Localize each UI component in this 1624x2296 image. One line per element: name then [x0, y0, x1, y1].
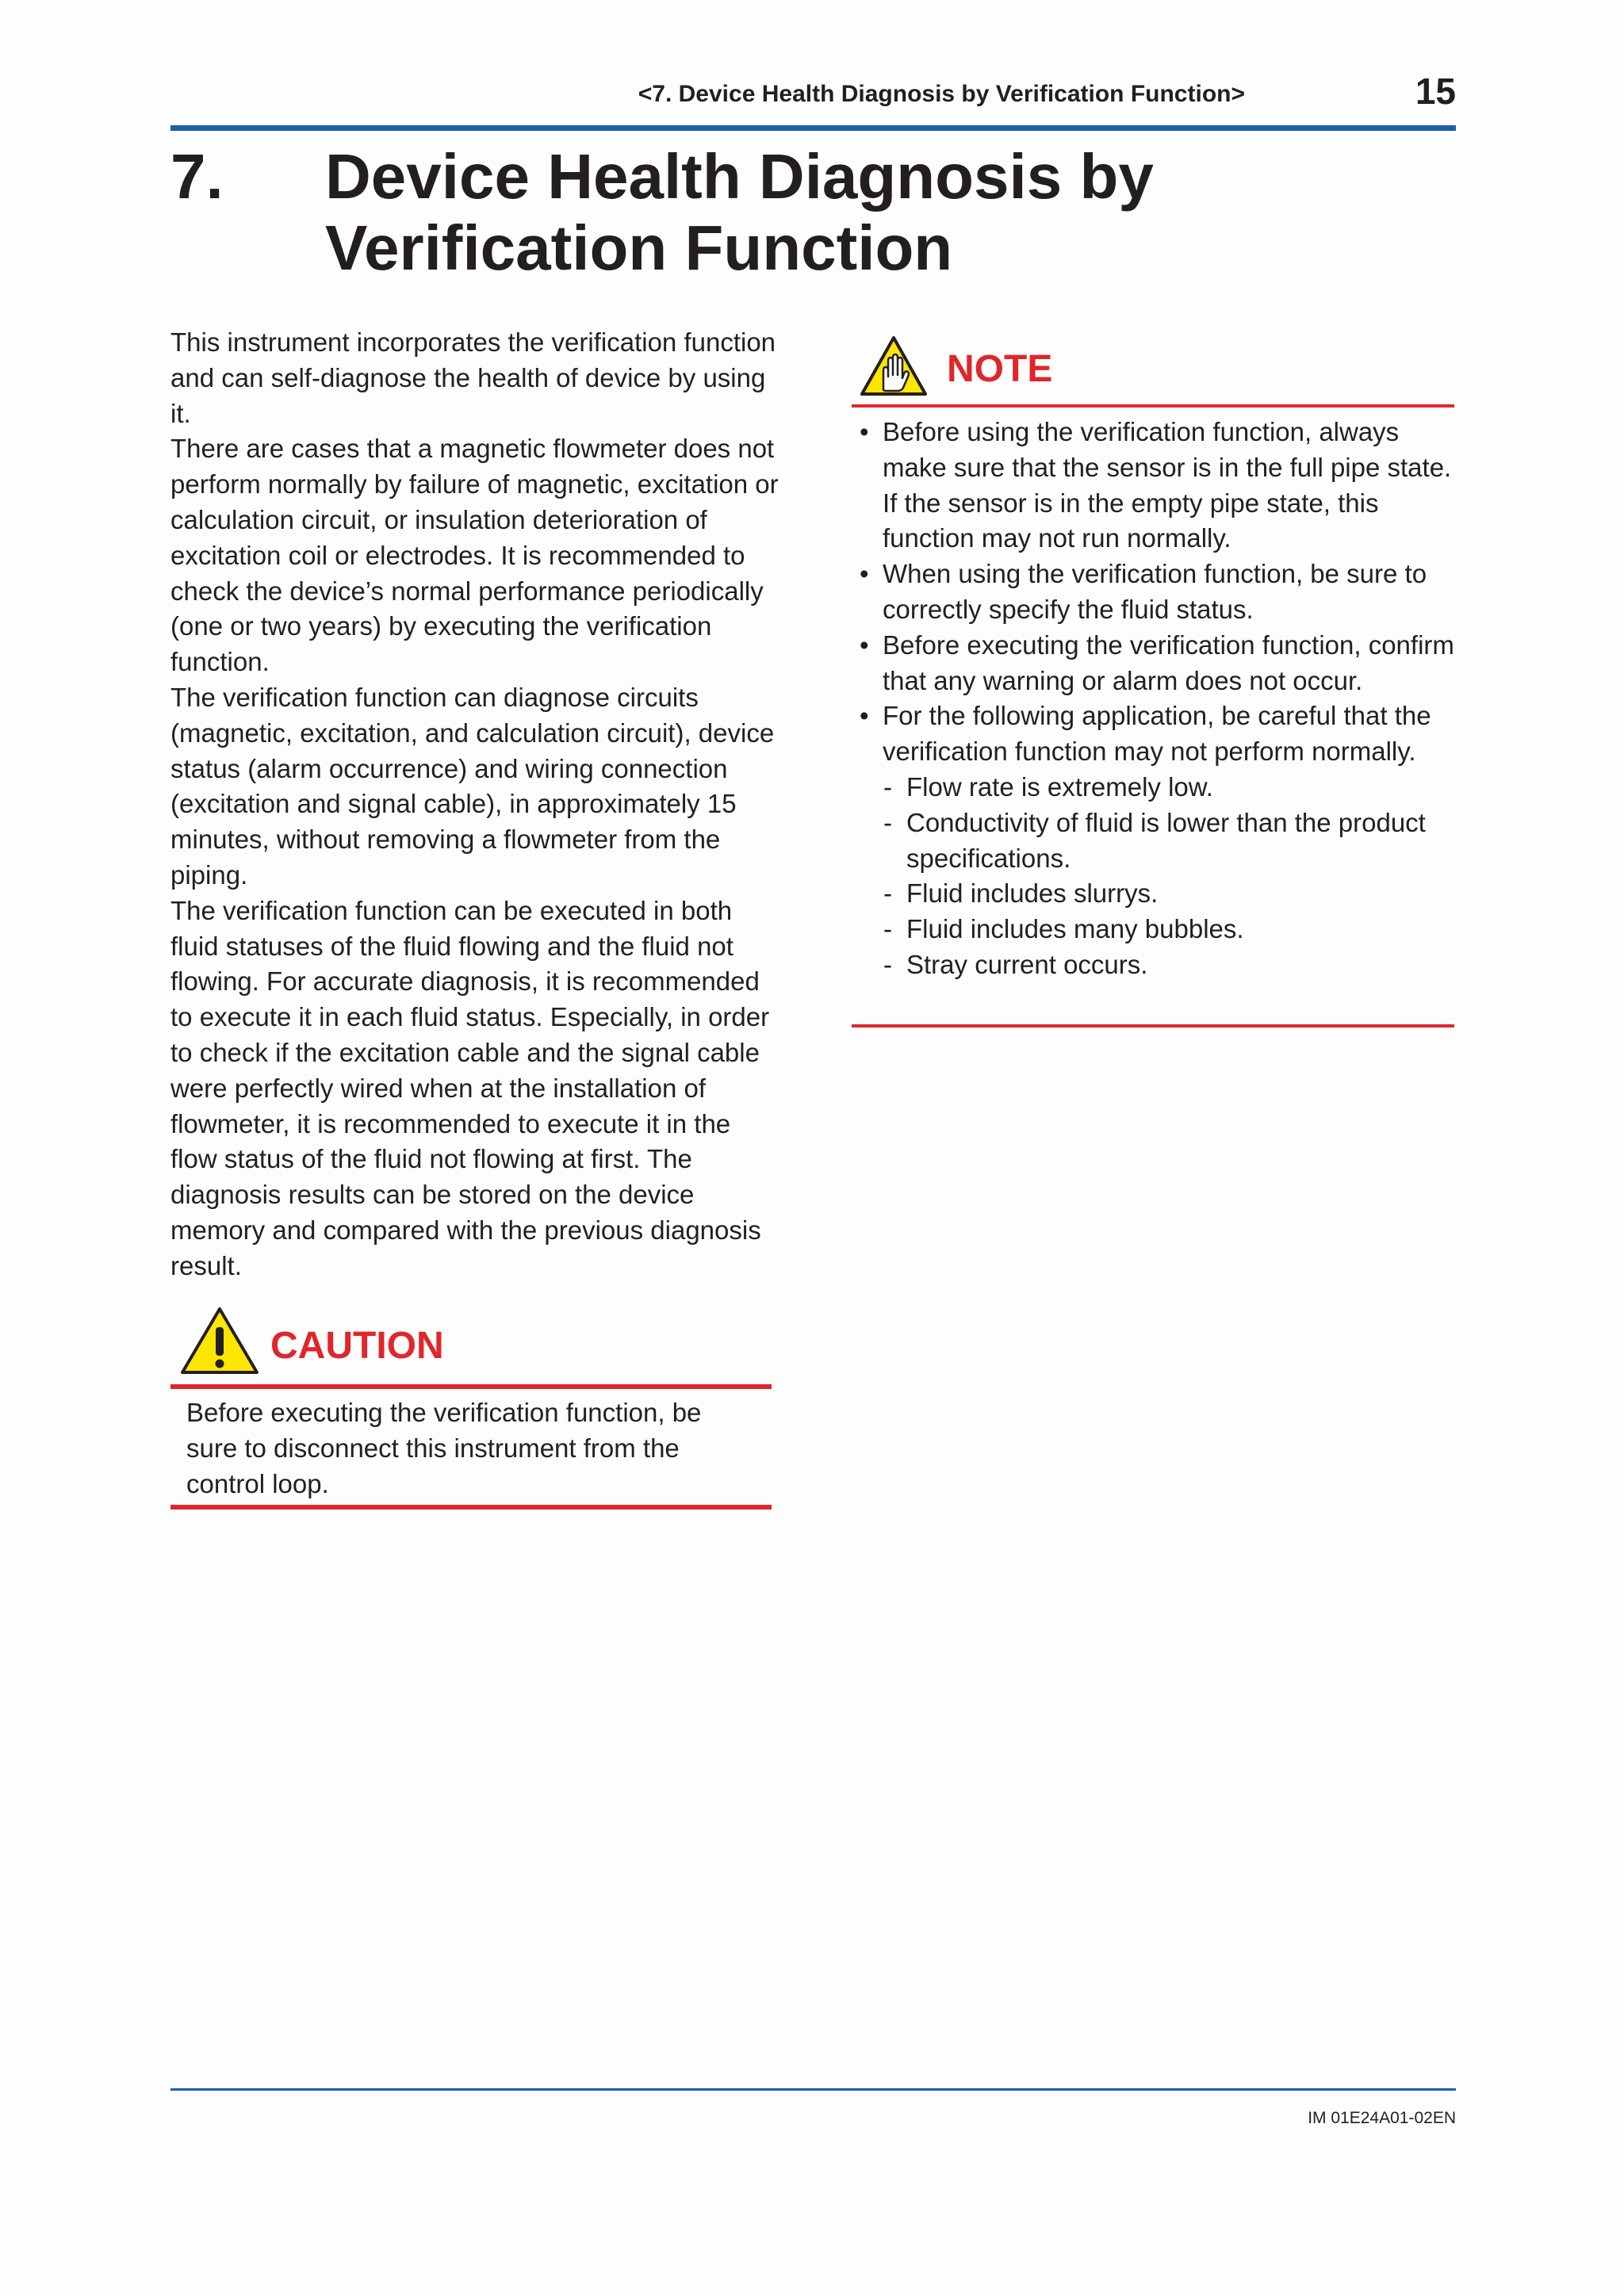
footer-doc-number: IM 01E24A01-02EN: [1308, 2109, 1456, 2127]
caution-bottom-rule: [170, 1505, 772, 1510]
caution-top-rule: [170, 1384, 772, 1389]
chapter-title-line: Device Health Diagnosis by: [325, 141, 1154, 212]
dash: -: [883, 771, 892, 802]
note-item-text: When using the verification function, be sure to correctly specify the fluid status.: [883, 559, 1427, 624]
note-item-text: For the following application, be careful that the verification function may not perform normally.: [883, 701, 1431, 767]
bullet: •: [860, 629, 869, 660]
note-subitem-text: Fluid includes slurrys.: [906, 878, 1159, 909]
caution-heading: CAUTION: [270, 1325, 444, 1367]
note-top-rule: [852, 404, 1454, 408]
bullet: •: [860, 559, 869, 589]
note-heading: NOTE: [947, 348, 1053, 390]
caution-text: Before executing the verification function, be sure to disconnect this instrument from the control loop.: [186, 1398, 702, 1498]
body-paragraph: The verification function can be executed in both fluid statuses of the fluid flowing and the fluid not flowing. For accurate diagnosis, it is recommended to execute it in each fluid status. Especially, in order to check if the excitation cable and the signal cable were perfectly wired when at the installation of flowmeter, it is recommended to execute it in the flow status of the fluid not flowing at first. The diagnosis results can be stored on the device memory and compared with the previous diagnosis result.: [170, 895, 770, 1280]
body-paragraph: This instrument incorporates the verification function and can self-diagnose the health of device by using it.: [170, 327, 776, 428]
note-item: [852, 415, 1454, 557]
note-list: [852, 415, 1454, 983]
bullet: •: [860, 417, 869, 446]
bullet: •: [860, 701, 869, 731]
body-text: [170, 325, 781, 1284]
note-subitem: [852, 912, 1454, 947]
chapter-title-line: Verification Function: [325, 212, 953, 283]
note-bottom-rule: [852, 1024, 1454, 1027]
dash: -: [883, 807, 892, 837]
warning-triangle-icon: [180, 1307, 259, 1375]
note-item: [852, 557, 1454, 628]
footer-rule: [170, 2088, 1456, 2091]
note-subitem-text: Fluid includes many bubbles.: [906, 914, 1244, 944]
note-subitem-text: Stray current occurs.: [906, 949, 1148, 979]
note-subitem-text: Conductivity of fluid is lower than the product specifications.: [906, 807, 1426, 873]
body-paragraph: The verification function can diagnose circuits (magnetic, excitation, and calculation circuit), device status (alarm occurrence) and wiring connection (excitation and signal cable), in approximately 15 minutes, without removing a flowmeter from the piping.: [170, 682, 775, 890]
note-subitem-text: Flow rate is extremely low.: [906, 771, 1213, 802]
body-paragraph: There are cases that a magnetic flowmeter does not perform normally by failure of magnetic, excitation or calculation circuit, or insulation deterioration of excitation coil or electrodes. It is recommended to check the device’s normal performance periodically (one or two years) by executing the verification function.: [170, 434, 779, 677]
note-subitem: [852, 876, 1454, 912]
note-subitem: [852, 770, 1454, 806]
chapter-number: 7.: [170, 141, 224, 212]
chapter-title: [325, 141, 1435, 284]
note-item: [852, 628, 1454, 699]
note-item-text: Before using the verification function, always make sure that the sensor is in the full pipe state. If the sensor is in the empty pipe state, this function may not run normally.: [883, 417, 1452, 553]
note-item-text: Before executing the verification function, confirm that any warning or alarm does not occur.: [883, 629, 1454, 695]
header-rule: [170, 125, 1456, 131]
running-header-title: <7. Device Health Diagnosis by Verification Function>: [638, 81, 1245, 107]
hand-stop-icon: [860, 335, 928, 397]
note-subitem: [852, 947, 1454, 983]
note-item: [852, 698, 1454, 770]
dash: -: [883, 914, 892, 944]
page-number: 15: [1415, 71, 1456, 112]
dash: -: [883, 949, 892, 979]
note-subitem: [852, 806, 1454, 877]
dash: -: [883, 878, 892, 909]
